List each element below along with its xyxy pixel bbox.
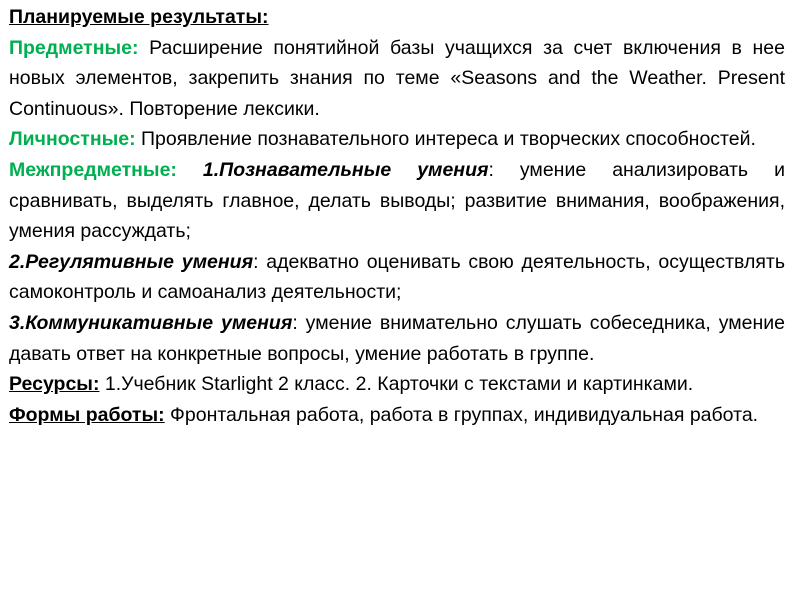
personal-results-label: Личностные:	[9, 128, 136, 151]
communicative-skills-label: 3.Коммуникативные умения	[9, 311, 293, 334]
cognitive-skills-text: : умение анализировать и сравнивать, выделять главное, делать выводы; развитие внимания, воображения, умения рассуждать;	[9, 158, 785, 243]
meta-results-paragraph	[9, 155, 785, 247]
personal-results-text: Проявление познавательного интереса и творческих способностей.	[135, 128, 756, 151]
communicative-skills-paragraph	[9, 308, 785, 369]
resources-paragraph	[9, 369, 785, 400]
cognitive-skills-label: 1.Познавательные умения	[202, 158, 489, 181]
regulatory-skills-text: : адекватно оценивать свою деятельность, осуществлять самоконтроль и самоанализ деятельности;	[9, 250, 785, 304]
communicative-skills-text: : умение внимательно слушать собеседника, умение давать ответ на конкретные вопросы, умение работать в группе.	[9, 311, 785, 365]
personal-results-paragraph	[9, 124, 785, 155]
resources-label: Ресурсы:	[9, 373, 100, 396]
regulatory-skills-label: 2.Регулятивные умения	[9, 250, 254, 273]
regulatory-skills-paragraph	[9, 247, 785, 308]
work-forms-paragraph	[9, 400, 785, 431]
page-title: Планируемые результаты:	[9, 6, 269, 28]
subject-results-paragraph	[9, 33, 785, 125]
subject-results-label: Предметные:	[9, 36, 139, 59]
resources-text: 1.Учебник Starlight 2 класс. 2. Карточки с текстами и картинками.	[99, 373, 694, 396]
subject-results-text: Расширение понятийной базы учащихся за счет включения в нее новых элементов, закрепить знания по теме «Seasons and the Weather. Present Continuous». Повторение лексики.	[9, 36, 785, 120]
slide-content	[9, 2, 785, 430]
meta-results-label: Межпредметные:	[9, 158, 177, 181]
work-forms-text: Фронтальная работа, работа в группах, индивидуальная работа.	[164, 403, 759, 426]
work-forms-label: Формы работы:	[9, 403, 165, 426]
